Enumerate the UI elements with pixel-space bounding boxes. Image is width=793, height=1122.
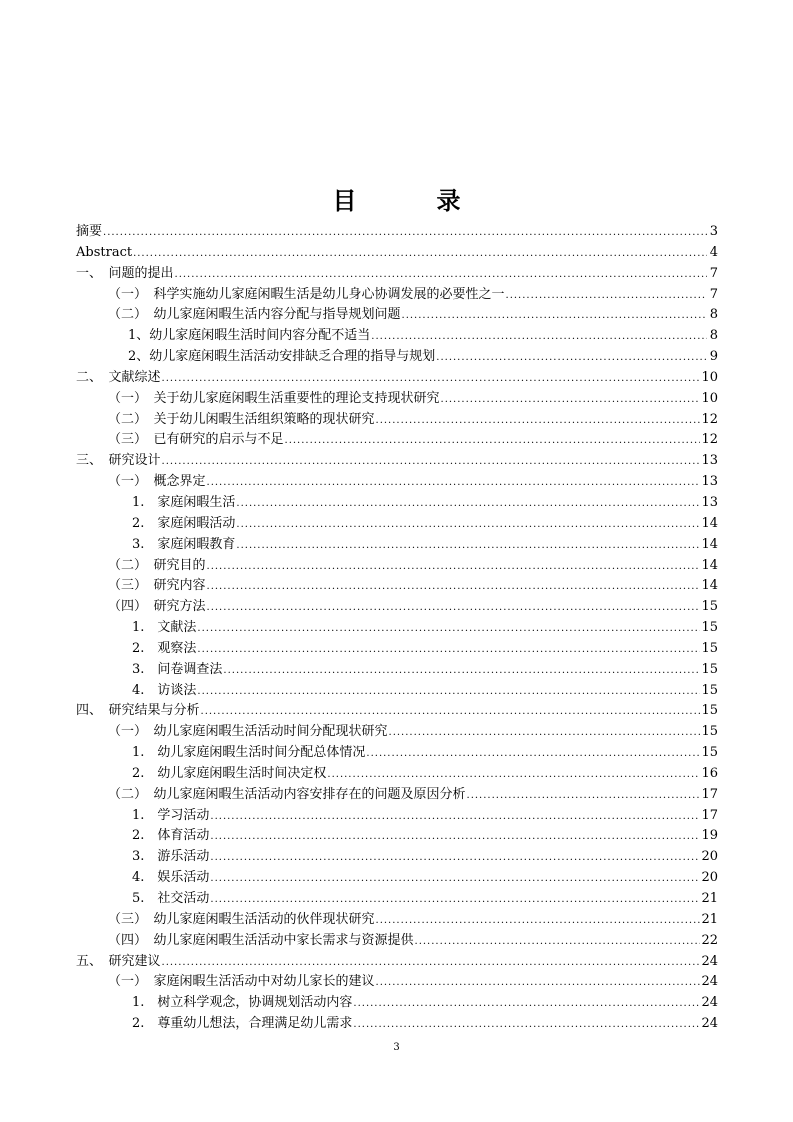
toc-entry-page-number: 15 <box>701 703 718 719</box>
toc-entry[interactable] <box>76 556 718 577</box>
toc-dot-leader <box>415 932 701 953</box>
toc-dot-leader <box>162 452 701 473</box>
toc-entry-label: 一、 问题的提出 <box>76 265 174 281</box>
toc-entry[interactable] <box>76 660 718 681</box>
toc-entry-label: （三） 研究内容 <box>108 578 206 594</box>
toc-entry-page-number: 19 <box>701 828 718 844</box>
toc-entry-page-number: 13 <box>701 453 718 469</box>
toc-dot-leader <box>402 306 707 327</box>
toc-entry[interactable] <box>76 430 718 451</box>
toc-entry-label: 2. 幼儿家庭闲暇生活时间决定权 <box>132 765 327 781</box>
toc-entry[interactable] <box>76 264 718 285</box>
toc-dot-leader <box>376 411 701 432</box>
toc-entry-page-number: 10 <box>701 390 718 406</box>
toc-dot-leader <box>103 223 707 244</box>
toc-entry-label: 4. 娱乐活动 <box>132 870 210 886</box>
toc-dot-leader <box>441 390 701 411</box>
toc-list <box>76 222 718 1035</box>
toc-entry[interactable] <box>76 326 718 347</box>
toc-entry-label: 五、 研究建议 <box>76 953 161 969</box>
toc-entry-label: （一） 关于幼儿家庭闲暇生活重要性的理论支持现状研究 <box>108 390 440 406</box>
toc-dot-leader <box>162 953 701 974</box>
toc-entry-label: 2. 家庭闲暇活动 <box>132 515 236 531</box>
toc-entry-page-number: 15 <box>701 620 718 636</box>
toc-dot-leader <box>197 640 700 661</box>
toc-entry[interactable] <box>76 639 718 660</box>
toc-dot-leader <box>353 994 700 1015</box>
toc-entry-label: 二、 文献综述 <box>76 369 161 385</box>
toc-entry-label: 5. 社交活动 <box>132 891 210 906</box>
toc-entry[interactable] <box>76 806 718 827</box>
toc-entry[interactable] <box>76 764 718 785</box>
toc-dot-leader <box>376 973 701 994</box>
toc-entry[interactable] <box>76 618 718 639</box>
toc-entry[interactable] <box>76 535 718 556</box>
toc-entry-label: 3. 问卷调查法 <box>132 661 223 677</box>
toc-dot-leader <box>327 765 700 786</box>
toc-dot-leader <box>236 494 700 515</box>
toc-entry-label: 3. 游乐活动 <box>132 849 210 865</box>
toc-entry-page-number: 15 <box>701 599 718 615</box>
toc-entry-label: 1. 文献法 <box>132 620 197 636</box>
toc-dot-leader <box>133 244 707 265</box>
toc-entry-label: （三） 幼儿家庭闲暇生活活动的伙伴现状研究 <box>108 911 375 927</box>
toc-entry-page-number: 17 <box>701 807 718 823</box>
toc-dot-leader <box>210 848 700 869</box>
toc-entry-page-number: 7 <box>709 265 718 281</box>
toc-entry-label: Abstract <box>76 244 133 260</box>
page-number: 3 <box>393 1042 400 1053</box>
toc-entry-page-number: 14 <box>701 578 718 594</box>
toc-dot-leader <box>201 702 701 723</box>
toc-entry[interactable] <box>76 972 718 993</box>
toc-dot-leader <box>467 786 701 807</box>
toc-entry-page-number: 15 <box>701 724 718 740</box>
toc-entry-label: 四、 研究结果与分析 <box>76 703 200 719</box>
toc-entry-label: （一） 幼儿家庭闲暇生活活动时间分配现状研究 <box>108 724 388 740</box>
toc-entry-label: （四） 幼儿家庭闲暇生活活动中家长需求与资源提供 <box>108 932 414 948</box>
toc-entry-page-number: 3 <box>709 224 718 239</box>
toc-entry-label: 4. 访谈法 <box>132 682 197 698</box>
toc-entry-page-number: 12 <box>701 411 718 427</box>
toc-entry[interactable] <box>76 826 718 847</box>
toc-entry-label: 1、幼儿家庭闲暇生活时间内容分配不适当 <box>128 328 371 344</box>
toc-entry-page-number: 20 <box>701 870 718 886</box>
toc-entry-label: 1. 树立科学观念，协调规划活动内容 <box>132 995 353 1011</box>
toc-entry[interactable] <box>76 868 718 889</box>
toc-entry-label: （二） 关于幼儿闲暇生活组织策略的现状研究 <box>108 411 375 427</box>
toc-entry-page-number: 17 <box>701 786 718 802</box>
toc-entry-page-number: 15 <box>701 661 718 677</box>
toc-dot-leader <box>210 890 700 911</box>
toc-dot-leader <box>506 286 707 307</box>
toc-entry-page-number: 21 <box>701 891 718 906</box>
toc-entry[interactable] <box>76 285 718 306</box>
toc-dot-leader <box>207 577 701 598</box>
toc-entry-label: 1. 家庭闲暇生活 <box>132 494 236 510</box>
toc-entry-page-number: 14 <box>701 536 718 552</box>
toc-entry[interactable] <box>76 701 718 722</box>
toc-entry-page-number: 20 <box>701 849 718 865</box>
toc-entry[interactable] <box>76 889 718 910</box>
toc-entry[interactable] <box>76 931 718 952</box>
toc-dot-leader <box>197 682 700 703</box>
toc-entry-label: （一） 家庭闲暇生活活动中对幼儿家长的建议 <box>108 974 375 990</box>
toc-entry-label: （一） 概念界定 <box>108 474 206 490</box>
toc-entry[interactable] <box>76 514 718 535</box>
toc-dot-leader <box>371 327 707 348</box>
toc-dot-leader <box>210 827 700 848</box>
toc-title: 目 录 <box>332 186 489 215</box>
toc-entry-page-number: 4 <box>709 244 718 260</box>
toc-entry-page-number: 8 <box>709 307 718 323</box>
toc-entry-label: 2. 观察法 <box>132 640 197 656</box>
toc-entry-label: （一） 科学实施幼儿家庭闲暇生活是幼儿身心协调发展的必要性之一 <box>108 286 505 302</box>
toc-dot-leader <box>207 598 701 619</box>
toc-entry[interactable] <box>76 952 718 973</box>
toc-entry-page-number: 15 <box>701 640 718 656</box>
toc-entry-label: 1. 学习活动 <box>132 807 210 823</box>
toc-entry[interactable] <box>76 451 718 472</box>
toc-entry[interactable] <box>76 743 718 764</box>
toc-dot-leader <box>236 536 700 557</box>
toc-entry-label: 2、幼儿家庭闲暇生活活动安排缺乏合理的指导与规划 <box>128 349 436 365</box>
toc-entry-page-number: 10 <box>701 369 718 385</box>
toc-entry-page-number: 16 <box>701 765 718 781</box>
toc-dot-leader <box>353 1015 700 1036</box>
toc-entry-page-number: 8 <box>709 328 718 344</box>
toc-entry-page-number: 24 <box>701 953 718 969</box>
toc-entry[interactable] <box>76 576 718 597</box>
toc-dot-leader <box>162 369 701 390</box>
toc-entry-page-number: 14 <box>701 515 718 531</box>
toc-entry[interactable] <box>76 785 718 806</box>
toc-entry-label: （四） 研究方法 <box>108 599 206 615</box>
toc-entry-page-number: 12 <box>701 432 718 448</box>
toc-entry[interactable] <box>76 410 718 431</box>
toc-dot-leader <box>210 869 700 890</box>
toc-entry[interactable] <box>76 722 718 743</box>
toc-entry-label: 1. 幼儿家庭闲暇生活时间分配总体情况 <box>132 745 366 761</box>
toc-entry[interactable] <box>76 222 718 243</box>
toc-dot-leader <box>236 515 700 536</box>
toc-dot-leader <box>197 619 700 640</box>
toc-entry[interactable] <box>76 389 718 410</box>
toc-entry-page-number: 9 <box>709 349 718 365</box>
toc-entry-page-number: 22 <box>701 932 718 948</box>
toc-dot-leader <box>210 807 700 828</box>
toc-entry[interactable] <box>76 993 718 1014</box>
toc-entry-page-number: 24 <box>701 1016 718 1032</box>
toc-entry-page-number: 24 <box>701 995 718 1011</box>
toc-entry-page-number: 14 <box>701 557 718 573</box>
toc-entry[interactable] <box>76 910 718 931</box>
toc-entry-label: （二） 幼儿家庭闲暇生活内容分配与指导规划问题 <box>108 307 401 323</box>
toc-entry-label: 摘要 <box>76 224 103 239</box>
toc-entry[interactable] <box>76 597 718 618</box>
toc-dot-leader <box>285 431 701 452</box>
toc-entry[interactable] <box>76 493 718 514</box>
toc-entry-page-number: 15 <box>701 682 718 698</box>
toc-entry[interactable] <box>76 347 718 368</box>
toc-dot-leader <box>376 911 701 932</box>
toc-entry[interactable] <box>76 243 718 264</box>
toc-entry[interactable] <box>76 681 718 702</box>
toc-entry-page-number: 21 <box>701 911 718 927</box>
toc-dot-leader <box>366 744 700 765</box>
toc-entry-label: 三、 研究设计 <box>76 453 161 469</box>
toc-entry-page-number: 15 <box>701 745 718 761</box>
toc-entry-page-number: 7 <box>709 286 718 302</box>
toc-entry[interactable] <box>76 368 718 389</box>
toc-entry-page-number: 13 <box>701 474 718 490</box>
toc-dot-leader <box>207 557 701 578</box>
toc-dot-leader <box>389 723 701 744</box>
toc-entry-label: 2. 尊重幼儿想法，合理满足幼儿需求 <box>132 1016 353 1032</box>
toc-entry[interactable] <box>76 847 718 868</box>
toc-entry-label: （二） 研究目的 <box>108 557 206 573</box>
toc-entry[interactable] <box>76 472 718 493</box>
toc-entry-label: （三） 已有研究的启示与不足 <box>108 432 284 448</box>
toc-entry-page-number: 13 <box>701 494 718 510</box>
toc-dot-leader <box>223 661 700 682</box>
toc-entry-label: 2. 体育活动 <box>132 828 210 844</box>
toc-dot-leader <box>436 348 707 369</box>
toc-entry-label: （二） 幼儿家庭闲暇生活活动内容安排存在的问题及原因分析 <box>108 786 466 802</box>
toc-entry-page-number: 24 <box>701 974 718 990</box>
toc-dot-leader <box>207 473 701 494</box>
toc-entry[interactable] <box>76 1014 718 1035</box>
toc-dot-leader <box>175 265 707 286</box>
toc-entry-label: 3. 家庭闲暇教育 <box>132 536 236 552</box>
toc-entry[interactable] <box>76 305 718 326</box>
